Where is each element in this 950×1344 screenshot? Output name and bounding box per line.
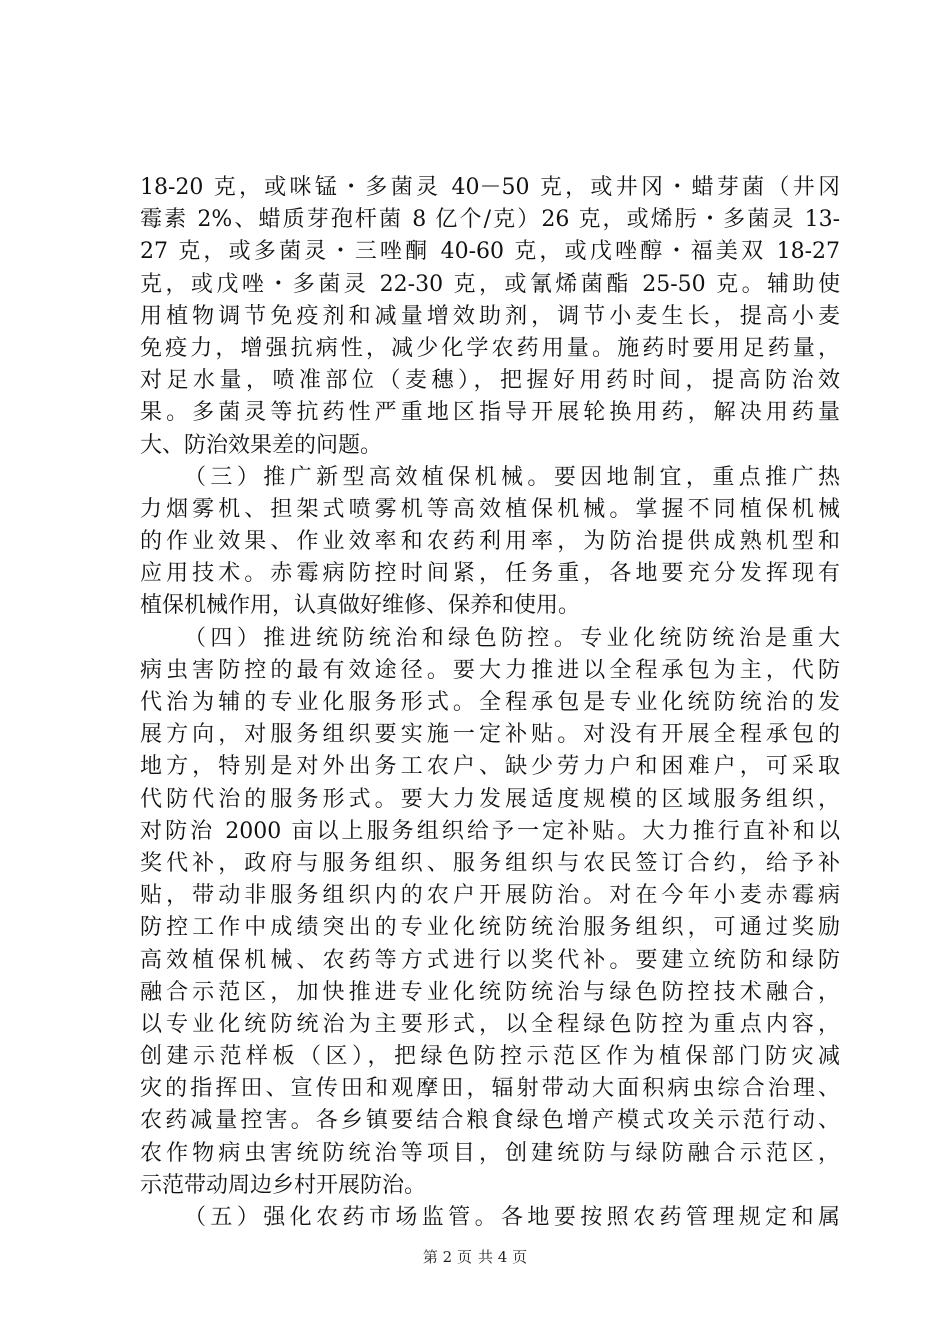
text-line: 对防治 2000 亩以上服务组织给予一定补贴。大力推行直补和以 <box>140 818 840 844</box>
text-line: 高效植保机械、农药等方式进行以奖代补。要建立统防和绿防 <box>140 947 840 973</box>
section-heading-line: （三）推广新型高效植保机械。要因地制宜，重点推广热 <box>184 464 840 490</box>
page-total: 共 4 页 <box>478 1248 528 1266</box>
text-line: 农药减量控害。各乡镇要结合粮食绿色增产模式攻关示范行动、 <box>140 1108 840 1134</box>
text-line: 用植物调节免疫剂和减量增效助剂，调节小麦生长，提高小麦 <box>140 303 840 329</box>
text-line: 大、防治效果差的问题。 <box>140 432 383 458</box>
text-line: 地方，特别是对外出务工农户、缺少劳力户和困难户，可采取 <box>140 754 840 780</box>
text-line: 的作业效果、作业效率和农药利用率，为防治提供成熟机型和 <box>140 529 840 555</box>
text-line: 18-20 克，或咪锰・多菌灵 40－50 克，或井冈・蜡芽菌（井冈 <box>140 175 840 200</box>
body-text <box>140 172 840 1234</box>
text-line: 防控工作中成绩突出的专业化统防统治服务组织，可通过奖励 <box>140 915 840 941</box>
page-footer <box>0 1246 950 1267</box>
text-line: 以专业化统防统治为主要形式，以全程绿色防控为重点内容， <box>140 1011 840 1037</box>
page-number: 第 2 页 <box>422 1248 472 1266</box>
text-line: 植保机械作用，认真做好维修、保养和使用。 <box>140 593 581 619</box>
text-line: 27 克，或多菌灵・三唑酮 40-60 克，或戊唑醇・福美双 18-27 <box>140 239 840 265</box>
text-line: 力烟雾机、担架式喷雾机等高效植保机械。掌握不同植保机械 <box>140 496 840 522</box>
text-line: 代治为辅的专业化服务形式。全程承包是专业化统防统治的发 <box>140 690 840 715</box>
section-heading-line: （五）强化农药市场监管。各地要按照农药管理规定和属 <box>184 1205 840 1230</box>
text-line: 农作物病虫害统防统治等项目，创建统防与绿防融合示范区， <box>140 1140 840 1166</box>
text-line: 霉素 2%、蜡质芽孢杆菌 8 亿个/克）26 克，或烯肟・多菌灵 13- <box>140 207 840 233</box>
text-line: 免疫力，增强抗病性，减少化学农药用量。施药时要用足药量， <box>140 335 840 361</box>
text-line: 创建示范样板（区），把绿色防控示范区作为植保部门防灾减 <box>140 1044 840 1070</box>
text-line: 病虫害防控的最有效途径。要大力推进以全程承包为主，代防 <box>140 657 840 683</box>
text-line: 奖代补，政府与服务组织、服务组织与农民签订合约，给予补 <box>140 850 840 876</box>
text-line: 应用技术。赤霉病防控时间紧，任务重，各地要充分发挥现有 <box>140 561 840 587</box>
text-line: 代防代治的服务形式。要大力发展适度规模的区域服务组织， <box>140 786 840 812</box>
section-heading-line: （四）推进统防统治和绿色防控。专业化统防统治是重大 <box>184 625 840 651</box>
text-line: 贴，带动非服务组织内的农户开展防治。对在今年小麦赤霉病 <box>140 883 840 909</box>
text-line: 融合示范区，加快推进专业化统防统治与绿色防控技术融合， <box>140 979 840 1005</box>
text-line: 示范带动周边乡村开展防治。 <box>140 1172 427 1198</box>
text-line: 展方向，对服务组织要实施一定补贴。对没有开展全程承包的 <box>140 722 840 748</box>
text-line: 果。多菌灵等抗药性严重地区指导开展轮换用药，解决用药量 <box>140 400 840 426</box>
text-line: 灾的指挥田、宣传田和观摩田，辐射带动大面积病虫综合治理、 <box>140 1076 840 1102</box>
text-line: 对足水量，喷准部位（麦穗），把握好用药时间，提高防治效 <box>140 368 840 394</box>
text-line: 克，或戊唑・多菌灵 22-30 克，或氰烯菌酯 25-50 克。辅助使 <box>140 271 840 297</box>
